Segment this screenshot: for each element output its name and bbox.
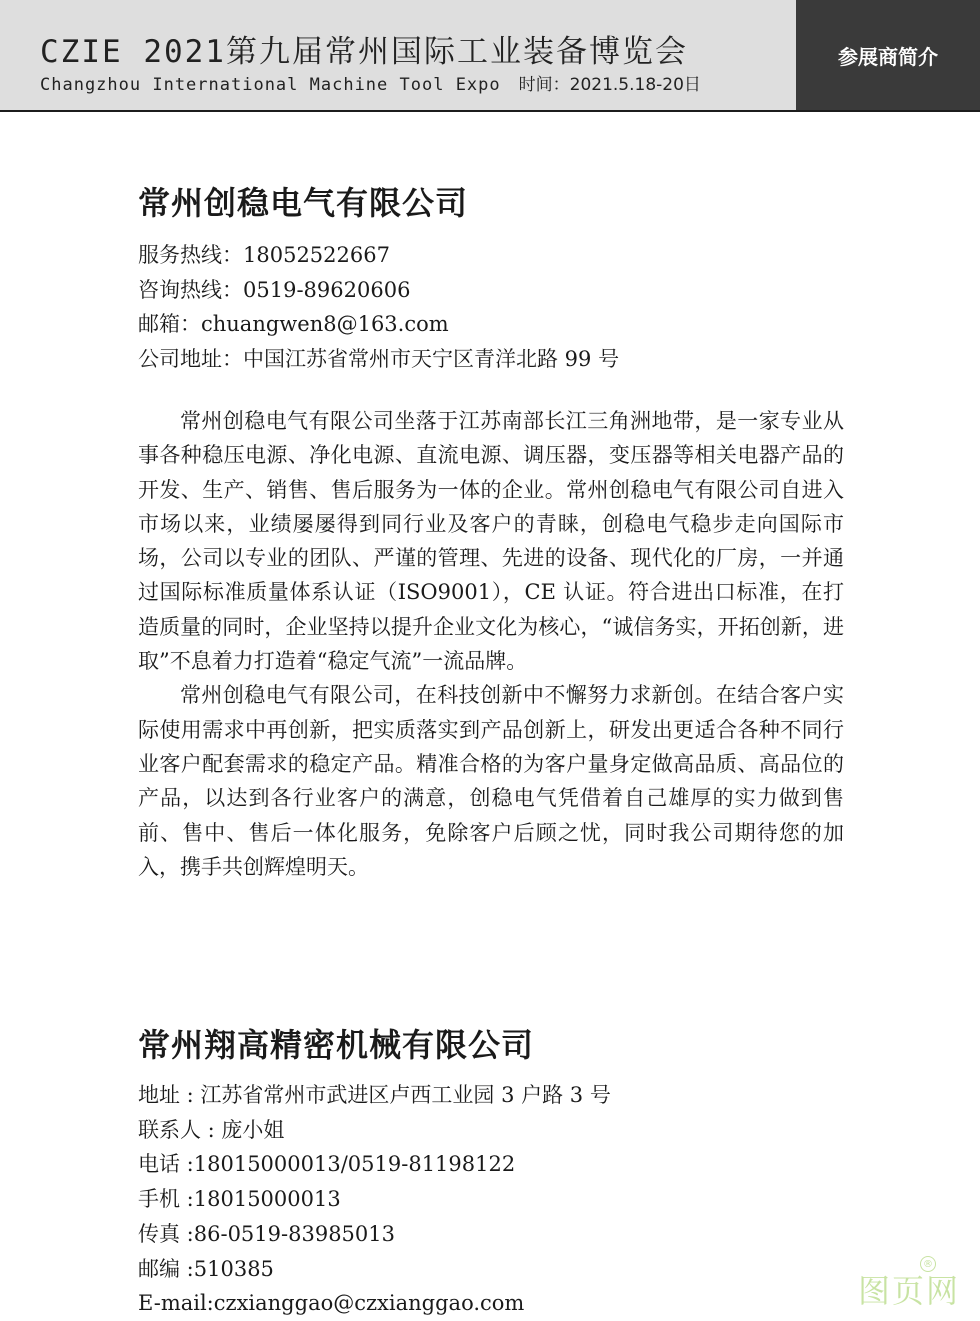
- company-block-chuangwen: [138, 178, 844, 884]
- contact-person: 联系人 : 庞小姐: [138, 1117, 285, 1142]
- company-name: 常州创稳电气有限公司: [138, 184, 469, 222]
- expo-subtitle-line: [40, 70, 701, 95]
- expo-title: CZIE 2021第九届常州国际工业装备博览会: [40, 34, 688, 70]
- section-tab-label: 参展商简介: [838, 44, 938, 69]
- email: 邮箱：chuangwen8@163.com: [138, 312, 449, 336]
- expo-subtitle: Changzhou International Machine Tool Expo: [40, 75, 501, 95]
- description-paragraph: 常州创稳电气有限公司，在科技创新中不懈努力求新创。在结合客户实际使用需求中再创新，把实质落实到产品创新上，研发出更适合各种不同行业客户配套需求的稳定产品。精准合格的为客户量身定做高品质、高品位的产品，以达到各行业客户的满意，创稳电气凭借着自己雄厚的实力做到售前、售中、售后一体化服务，免除客户后顾之忧，同时我公司期待您的加入，携手共创辉煌明天。: [138, 683, 844, 879]
- company-contact-info: [138, 238, 844, 376]
- service-hotline: 服务热线：18052522667: [138, 243, 390, 267]
- consult-hotline: 咨询热线：0519-89620606: [138, 277, 411, 302]
- watermark-logo: 图页网: [858, 1272, 961, 1310]
- address: 公司地址：中国江苏省常州市天宁区青洋北路 99 号: [138, 346, 620, 371]
- mobile: 手机 :18015000013: [138, 1187, 341, 1212]
- description-paragraph: 常州创稳电气有限公司坐落于江苏南部长江三角洲地带，是一家专业从事各种稳压电源、净化电源、直流电源、调压器，变压器等相关电器产品的开发、生产、销售、售后服务为一体的企业。常州创稳电气有限公司自进入市场以来，业绩屡屡得到同行业及客户的青睐，创稳电气稳步走向国际市场，公司以专业的团队、严谨的管理、先进的设备、现代化的厂房，一并通过国际标准质量体系认证（ISO9001），CE 认证。符合进出口标准，在打造质量的同时，企业坚持以提升企业文化为核心，“诚信务实，开拓创新，进取”不息着力打造着“稳定气流”一流品牌。: [138, 409, 844, 674]
- telephone: 电话 :18015000013/0519-81198122: [138, 1152, 516, 1177]
- company-description: [138, 404, 844, 884]
- expo-date: 时间：2021.5.18-20日: [518, 75, 701, 95]
- section-tab: [796, 0, 980, 110]
- company-name: 常州翔高精密机械有限公司: [138, 1026, 535, 1064]
- company-block-xianggao: [138, 1020, 844, 1321]
- email: E-mail:czxianggao@czxianggao.com: [138, 1291, 525, 1316]
- page-header: [0, 0, 980, 112]
- postcode: 邮编 :510385: [138, 1256, 274, 1281]
- company-contact-info: [138, 1078, 844, 1321]
- registered-mark-icon: ®: [920, 1256, 936, 1272]
- fax: 传真 :86-0519-83985013: [138, 1221, 395, 1246]
- address: 地址 : 江苏省常州市武进区卢西工业园 3 户路 3 号: [138, 1083, 611, 1107]
